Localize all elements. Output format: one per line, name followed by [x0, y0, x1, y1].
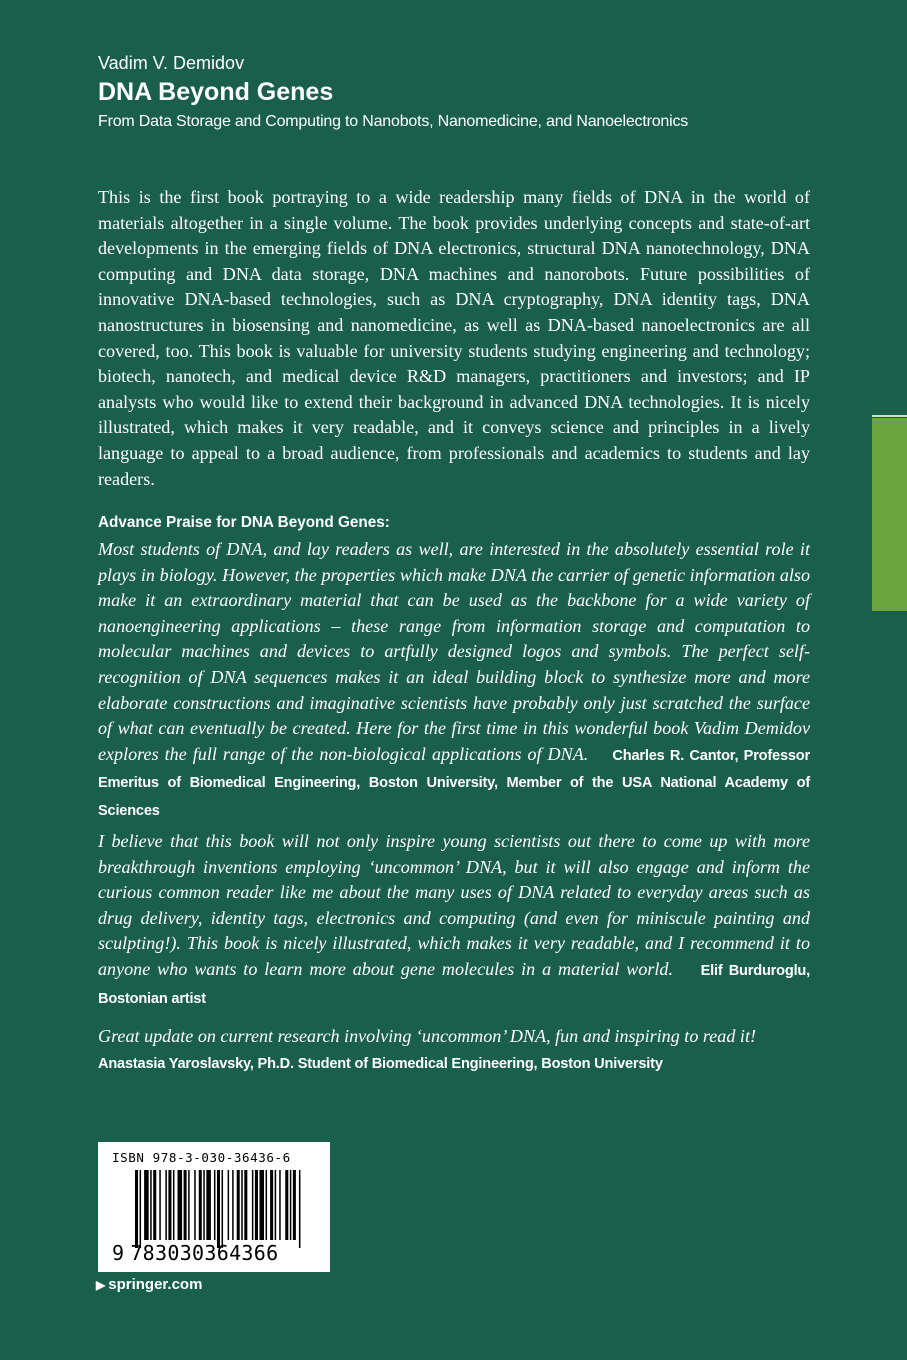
book-description: This is the first book portraying to a wide readership many fields of DNA in the world of materials altogether in a single volume. The book provides underlying concepts and state-of-art developments in the emerging fields of DNA electronics, structural DNA nanotechnology, DNA computing and DNA data storage, DNA machines and nanorobots. Future possibilities of innovative DNA-based technologies, such as DNA cryptography, DNA identity tags, DNA nanostructures in biosensing and nanomedicine, as well as DNA-based nanoelectronics are all covered, too. This book is valuable for university students studying engineering and technology; biotech, nanotech, and medical device R&D managers, practitioners and investors; and IP analysts who would like to extend their background in advanced DNA technologies. It is nicely illustrated, which makes it very readable, and it conveys science and principles in a lively language to appeal to a broad audience, from professionals and academics to students and lay readers. [98, 187, 810, 489]
barcode-bar [241, 1170, 243, 1240]
barcode-number: 783030364366 [130, 1241, 279, 1265]
barcode-bar [150, 1170, 152, 1240]
barcode-bar [173, 1170, 175, 1240]
praise-heading: Advance Praise for DNA Beyond Genes: [98, 514, 390, 531]
barcode-bar [279, 1170, 281, 1240]
barcode-bar [199, 1170, 202, 1240]
barcode-bar [270, 1170, 273, 1240]
publisher-link[interactable] [96, 1276, 202, 1293]
author-name: Vadim V. Demidov [98, 53, 245, 73]
barcode-bar [214, 1170, 216, 1240]
barcode-digits [112, 1241, 326, 1265]
book-subtitle: From Data Storage and Computing to Nanobots, Nanomedicine, and Nanoelectronics [98, 113, 689, 130]
barcode-bar [222, 1170, 224, 1248]
quote-attribution: Charles R. Cantor, Professor Emeritus of Biomedical Engineering, Boston University, Member of the USA National Academy of Sciences [98, 747, 810, 819]
barcode-bar [232, 1170, 234, 1240]
barcode-bar [135, 1170, 138, 1248]
barcode-bar [178, 1170, 183, 1240]
barcode-lead-digit: 9 [112, 1241, 125, 1265]
quote-text: Most students of DNA, and lay readers as well, are interested in the absolutely essential role it plays in biology. However, the properties which make DNA the carrier of genetic information also make it an extraordinary material that can be used as the backbone for a wide variety of nanoengineering applications – these range from information storage and computation to molecular machines and devices to artfully designed logos and symbols. The perfect self-recognition of DNA sequences makes it an ideal building block to synthesize more and more elaborate constructions and imaginative scientists have probably only just scratched the surface of what can eventually be created. Here for the first time in this wonderful book Vadim Demidov explores the full range of the non-biological applications of DNA. [98, 539, 810, 764]
barcode-bar [203, 1170, 205, 1240]
barcode-bar [206, 1170, 211, 1240]
triangle-right-icon: ▶ [96, 1278, 106, 1292]
quote-attribution: Anastasia Yaroslavsky, Ph.D. Student of Biomedical Engineering, Boston University [98, 1055, 663, 1072]
barcode-bar [293, 1170, 296, 1240]
barcode-bar [184, 1170, 187, 1240]
barcode-bar [153, 1170, 156, 1240]
praise-quote-3 [98, 1024, 810, 1077]
book-title: DNA Beyond Genes [98, 78, 334, 106]
quote-text: I believe that this book will not only inspire young scientists out there to come up with more breakthrough inventions employing ‘uncommon’ DNA, but it will also engage and inform the curious common reader like me about the many uses of DNA related to everyday areas such as drug delivery, identity tags, electronics and computing (and even for miniscule painting and sculpting!). This book is nicely illustrated, which makes it very readable, and I recommend it to anyone who wants to learn more about gene molecules in a material world. [98, 831, 810, 979]
barcode-bar [165, 1170, 167, 1240]
barcode-bar [266, 1170, 268, 1240]
side-tab-divider [872, 415, 907, 417]
barcode-bar [290, 1170, 292, 1240]
barcode-bar [299, 1170, 301, 1248]
praise-quote-1 [98, 537, 810, 825]
barcode-bar [140, 1170, 142, 1248]
spine-color-tab [872, 418, 907, 611]
barcode-bar [275, 1170, 277, 1240]
barcode-bar [159, 1170, 161, 1240]
isbn-barcode [98, 1142, 330, 1272]
barcode-bars [135, 1170, 305, 1248]
book-header [98, 52, 838, 132]
barcode-bar [259, 1170, 264, 1240]
barcode-bar [285, 1170, 288, 1240]
isbn-label: ISBN 978-3-030-36436-6 [112, 1150, 291, 1165]
barcode-bar [228, 1170, 230, 1240]
barcode-bar [168, 1170, 171, 1240]
barcode-bar [237, 1170, 240, 1240]
barcode-bar [194, 1170, 196, 1240]
barcode-bar [144, 1170, 149, 1240]
publisher-url: springer.com [108, 1276, 203, 1293]
barcode-bar [217, 1170, 220, 1248]
barcode-bar [188, 1170, 190, 1240]
barcode-bar [252, 1170, 254, 1240]
quote-text: Great update on current research involving ‘uncommon’ DNA, fun and inspiring to read it! [98, 1026, 756, 1046]
barcode-bar [244, 1170, 247, 1240]
barcode-bar [255, 1170, 258, 1240]
praise-quote-2 [98, 829, 810, 1012]
quote-attribution: Elif Burduroglu, Bostonian artist [98, 962, 810, 1007]
